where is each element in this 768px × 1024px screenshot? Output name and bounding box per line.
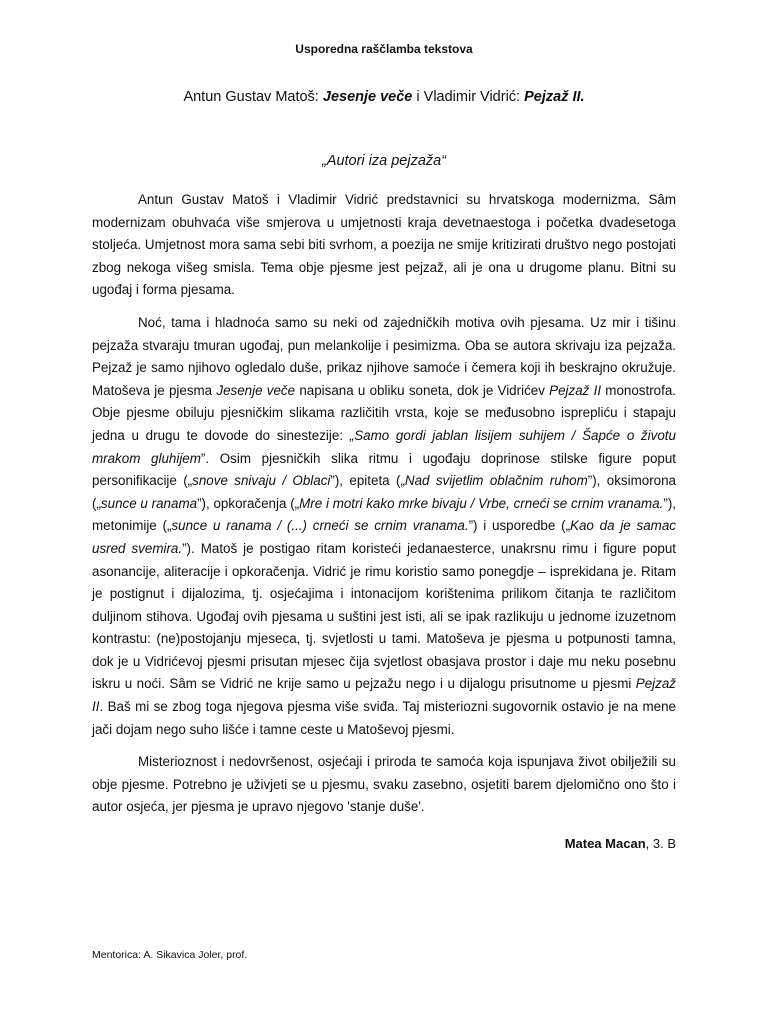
p2-text: ”), metonimije („ (92, 495, 676, 534)
p2-quote: Kao da je samac usred svemira. (92, 518, 676, 556)
p2-quote: snove snivaju / Oblaci (192, 473, 331, 489)
p2-quote: Nad svijetlim oblačnim ruhom (404, 473, 588, 489)
title-author-2: i Vladimir Vidrić: (412, 89, 525, 105)
p2-quote: sunce u ranama / (...) crneći se crnim vranama. (171, 518, 469, 534)
title-author-1: Antun Gustav Matoš: (183, 89, 323, 105)
p2-quote: Pejzaž II (549, 382, 602, 398)
document-title (0, 89, 768, 105)
p2-quote: „Samo gordi jablan lisijem suhijem / Šapće o životu mrakom gluhijem (92, 427, 676, 466)
author-signature (565, 836, 676, 851)
title-poem-2: Pejzaž II. (524, 89, 585, 105)
p2-text: ”). Matoš je postigao ritam koristeći jedanaesterce, unakrsnu rimu i figure poput asonancije, aliteracije i opkoračenja. Vidrić je rimu koristio samo ponegdje – isprekidana je. Ritam je postignut i dijalozima, tj. osjećajima i intonacijom korištenima prilikom čitanja te različitom duljinom stihova. Ugođaj ovih pjesama u suštini jest isti, ali se ipak razlikuju u jednome izuzetnom kontrastu: (ne)postojanju mjeseca, tj. svjetlosti u tami. Matoševa je pjesma u potpunosti tamna, dok je u Vidrićevoj pjesmi prisutan mjesec čija svjetlost obasjava prostor i daje mu neku posebnu iskru u noći. Sâm se Vidrić ne krije samo u pejzažu nego i u dijalogu prisutnome u pjesmi (92, 540, 677, 692)
paragraph-2 (92, 312, 676, 741)
p2-text: ”), opkoračenja („ (197, 495, 300, 511)
mentor-footer: Mentorica: A. Sikavica Joler, prof. (92, 949, 248, 961)
p2-text: Noć, tama i hladnoća samo su neki od zajedničkih motiva ovih pjesama. Uz mir i tišinu pejzaža stvaraju tmuran ugođaj, pun melankolije i pesimizma. Oba se autora skrivaju iza pejzaža. Pejzaž je samo njihovo ogledalo duše, prikaz njihove samoće i čemera koji ih beskrajno okružuje. Matoševa je pjesma (92, 314, 676, 398)
p2-text: ”. Osim pjesničkih slika ritmu i ugođaju doprinose stilske figure poput personifikacije („ (92, 450, 677, 489)
p2-quote: sunce u ranama (100, 495, 198, 511)
page-header: Usporedna raščlamba tekstova (295, 42, 473, 56)
title-poem-1: Jesenje veče (322, 89, 413, 105)
paragraph-3: Misterioznost i nedovršenost, osjećaji i priroda te samoća koja ispunjava život obilježili su obje pjesme. Potrebno je uživjeti se u pjesmu, svaku zasebno, osjetiti barem djelomično ono što i autor osjeća, jer pjesma je upravo njegovo 'stanje duše'. (92, 754, 676, 815)
p2-quote: Jesenje veče (216, 382, 296, 398)
author-class: , 3. B (645, 836, 676, 851)
p2-text: ”), oksimorona („ (92, 473, 676, 511)
paragraph-1: Antun Gustav Matoš i Vladimir Vidrić predstavnici su hrvatskoga modernizma. Sâm modernizam obuhvaća više smjerova u umjetnosti kraja devetnaestoga i početka dvadesetoga stoljeća. Umjetnost mora sama sebi biti svrhom, a poezija ne smije kritizirati društvo nego postojati zbog nekoga višeg smisla. Tema obje pjesme jest pejzaž, ali je ona u drugome planu. Bitni su ugođaj i forma pjesama. (92, 192, 676, 298)
p2-text: monostrofa. Obje pjesme obiluju pjesničkim slikama različitih vrsta, koje se međusobno isprepliću i stapaju jedna u drugu te dovode do sinestezije: (92, 382, 676, 443)
author-name: Matea Macan (564, 836, 646, 851)
essay-body (92, 189, 676, 829)
p2-text: . Baš mi se zbog toga njegova pjesma više sviđa. Taj misteriozni sugovornik ostavio je na mene jači dojam nego suho lišće i tamne ceste u Matoševoj pjesmi. (92, 699, 676, 737)
p2-quote: Pejzaž II (92, 676, 676, 715)
p2-text: ”), epiteta („ (330, 473, 405, 489)
p2-text: ”) i usporedbe („ (468, 518, 571, 534)
p2-text: napisana u obliku soneta, dok je Vidrićev (295, 382, 550, 398)
essay-title: „Autori iza pejzaža“ (321, 153, 447, 169)
p2-quote: Mre i motri kako mrke bivaju / Vrbe, crneći se crnim vranama. (299, 495, 664, 511)
